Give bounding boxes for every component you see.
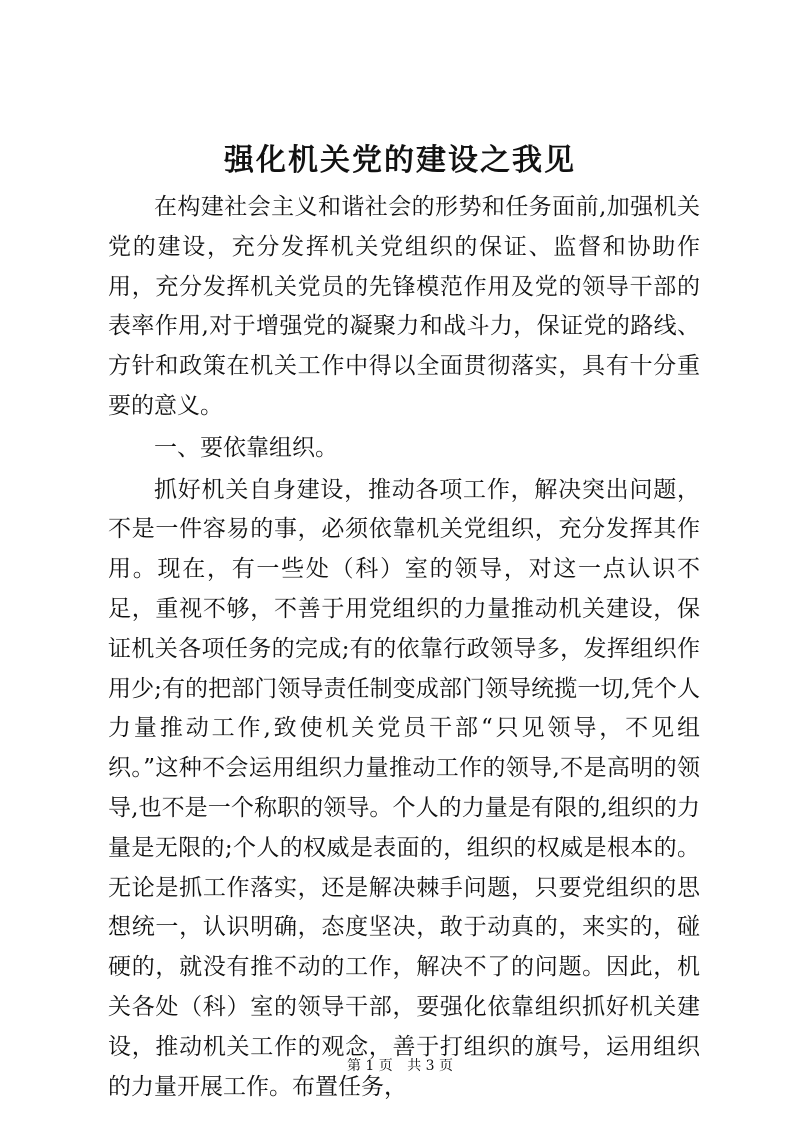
paragraph-intro: 在构建社会主义和谐社会的形势和任务面前,加强机关党的建设，充分发挥机关党组织的保证、监督和协助作用，充分发挥机关党员的先锋模范作用及党的领导干部的表率作用,对于增强党的凝聚力和战斗力，保证党的路线、方针和政策在机关工作中得以全面贯彻落实，具有十分重要的意义。 [108,194,700,419]
paragraph-section-one: 抓好机关自身建设，推动各项工作，解决突出问题，不是一件容易的事，必须依靠机关党组织，充分发挥其作用。现在，有一些处（科）室的领导，对这一点认识不足，重视不够，不善于用党组织的力量推动机关建设，保证机关各项任务的完成;有的依靠行政领导多，发挥组织作用少;有的把部门领导责任制变成部门领导统揽一切,凭个人力量推动工作,致使机关党员干部“只见领导，不见组织。”这种不会运用组织力量推动工作的领导,不是高明的领导,也不是一个称职的领导。个人的力量是有限的,组织的力量是无限的;个人的权威是表面的，组织的权威是根本的。无论是抓工作落实，还是解决棘手问题，只要党组织的思想统一，认识明确，态度坚决，敢于动真的，来实的，碰硬的，就没有推不动的工作，解决不了的问题。因此，机关各处（科）室的领导干部，要强化依靠组织抓好机关建设，推动机关工作的观念，善于打组织的旗号，运用组织的力量开展工作。布置任务， [108,476,700,1100]
total-pages: 共 3 页 [407,1058,454,1074]
page-number: 第 1 页 [346,1058,393,1074]
page-footer [0,1056,800,1076]
section-heading: 一、要依靠组织。 [154,434,338,461]
document-body [108,188,700,1114]
document-title: 强化机关党的建设之我见 [224,143,576,178]
